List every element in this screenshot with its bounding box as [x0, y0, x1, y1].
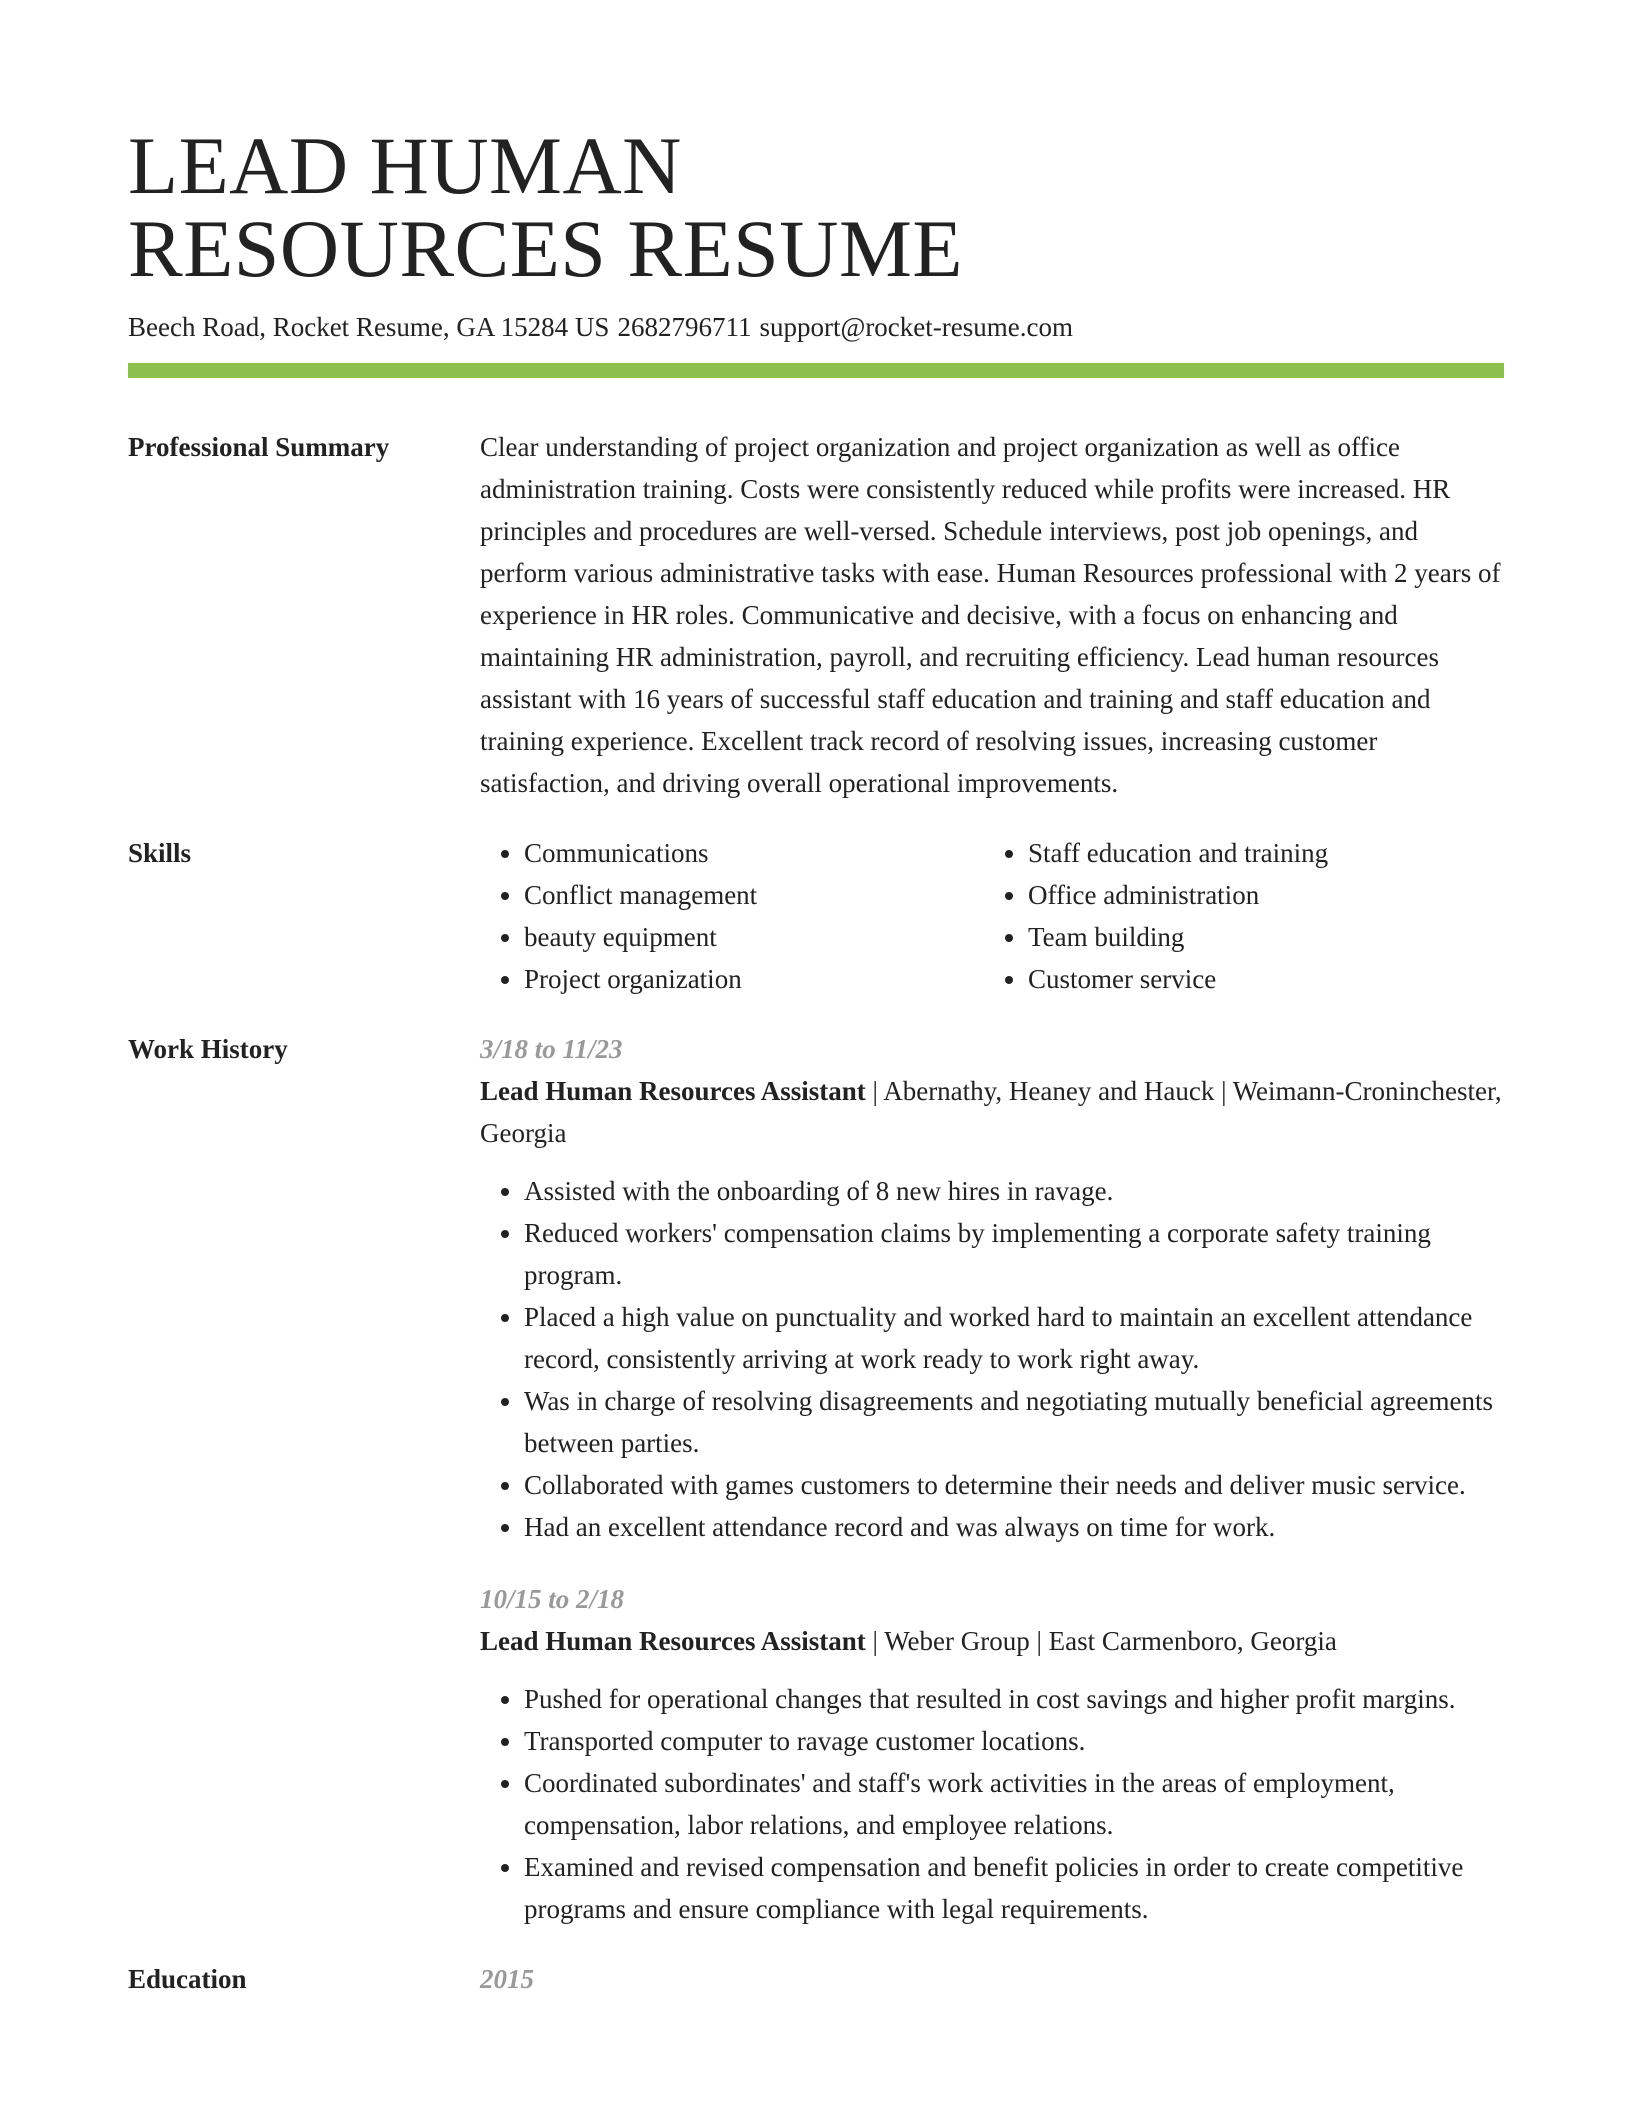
skill-item: • Team building [1028, 916, 1488, 958]
job-entry [480, 1578, 1504, 1930]
resume-title [128, 120, 1504, 294]
job-bullet: • Was in charge of resolving disagreements and negotiating mutually beneficial agreements between parties. [524, 1380, 1504, 1464]
job-heading [480, 1620, 1504, 1662]
skill-item: • Office administration [1028, 874, 1488, 916]
job-bullet: • Transported computer to ravage customer locations. [524, 1720, 1504, 1762]
skill-item: • Project organization [524, 958, 984, 1000]
job-bullet: • Assisted with the onboarding of 8 new hires in ravage. [524, 1170, 1504, 1212]
job-bullets [480, 1678, 1504, 1930]
address-text: Beech Road, Rocket Resume, GA 15284 US [128, 312, 610, 342]
skill-item: • Staff education and training [1028, 832, 1488, 874]
skills-list-col-1 [480, 832, 984, 1000]
job-dates: 3/18 to 11/23 [480, 1034, 623, 1064]
job-entry [480, 1028, 1504, 1548]
work-history-section [128, 1028, 1504, 1930]
job-heading [480, 1070, 1504, 1154]
job-title: Lead Human Resources Assistant [480, 1626, 866, 1656]
skill-item: • beauty equipment [524, 916, 984, 958]
title-line-2: RESOURCES RESUME [128, 203, 964, 294]
work-history-label: Work History [128, 1034, 288, 1064]
summary-section [128, 426, 1504, 804]
skill-item: • Communications [524, 832, 984, 874]
skills-list-col-2 [984, 832, 1488, 1000]
job-details: | Weber Group | East Carmenboro, Georgia [865, 1626, 1337, 1656]
skills-label: Skills [128, 838, 192, 868]
summary-label: Professional Summary [128, 432, 390, 462]
job-bullet: • Had an excellent attendance record and was always on time for work. [524, 1506, 1504, 1548]
title-line-1: LEAD HUMAN [128, 120, 682, 211]
job-bullet: • Reduced workers' compensation claims by implementing a corporate safety training program. [524, 1212, 1504, 1296]
summary-text: Clear understanding of project organization and project organization as well as office administration training. Costs were consistently reduced while profits were increased. HR principles and procedures are well-versed. Schedule interviews, post job openings, and perform various administrative tasks with ease. Human Resources professional with 2 years of experience in HR roles. Communicative and decisive, with a focus on enhancing and maintaining HR administration, payroll, and recruiting efficiency. Lead human resources assistant with 16 years of successful staff education and training and staff education and training experience. Excellent track record of resolving issues, increasing customer satisfaction, and driving overall operational improvements. [480, 432, 1501, 798]
job-dates: 10/15 to 2/18 [480, 1584, 625, 1614]
job-bullet: • Examined and revised compensation and benefit policies in order to create competitive programs and ensure compliance with legal requirements. [524, 1846, 1504, 1930]
job-bullet: • Collaborated with games customers to determine their needs and deliver music service. [524, 1464, 1504, 1506]
job-bullet: • Pushed for operational changes that resulted in cost savings and higher profit margins. [524, 1678, 1504, 1720]
accent-divider [128, 363, 1504, 378]
job-bullet: • Coordinated subordinates' and staff's work activities in the areas of employment, compensation, labor relations, and employee relations. [524, 1762, 1504, 1846]
email-text: support@rocket-resume.com [759, 312, 1073, 342]
skills-section [128, 832, 1504, 1000]
phone-text: 2682796711 [617, 312, 752, 342]
job-title: Lead Human Resources Assistant [480, 1076, 866, 1106]
education-date: 2015 [480, 1964, 534, 1994]
skill-item: • Conflict management [524, 874, 984, 916]
education-label: Education [128, 1964, 247, 1994]
job-bullets [480, 1170, 1504, 1548]
job-details: | Abernathy, Heaney and Hauck | Weimann-Croninchester, Georgia [480, 1076, 1502, 1148]
skill-item: • Customer service [1028, 958, 1488, 1000]
contact-line [128, 310, 1504, 344]
education-section [128, 1958, 1504, 2000]
job-bullet: • Placed a high value on punctuality and worked hard to maintain an excellent attendance record, consistently arriving at work ready to work right away. [524, 1296, 1504, 1380]
resume-page [128, 120, 1504, 2000]
